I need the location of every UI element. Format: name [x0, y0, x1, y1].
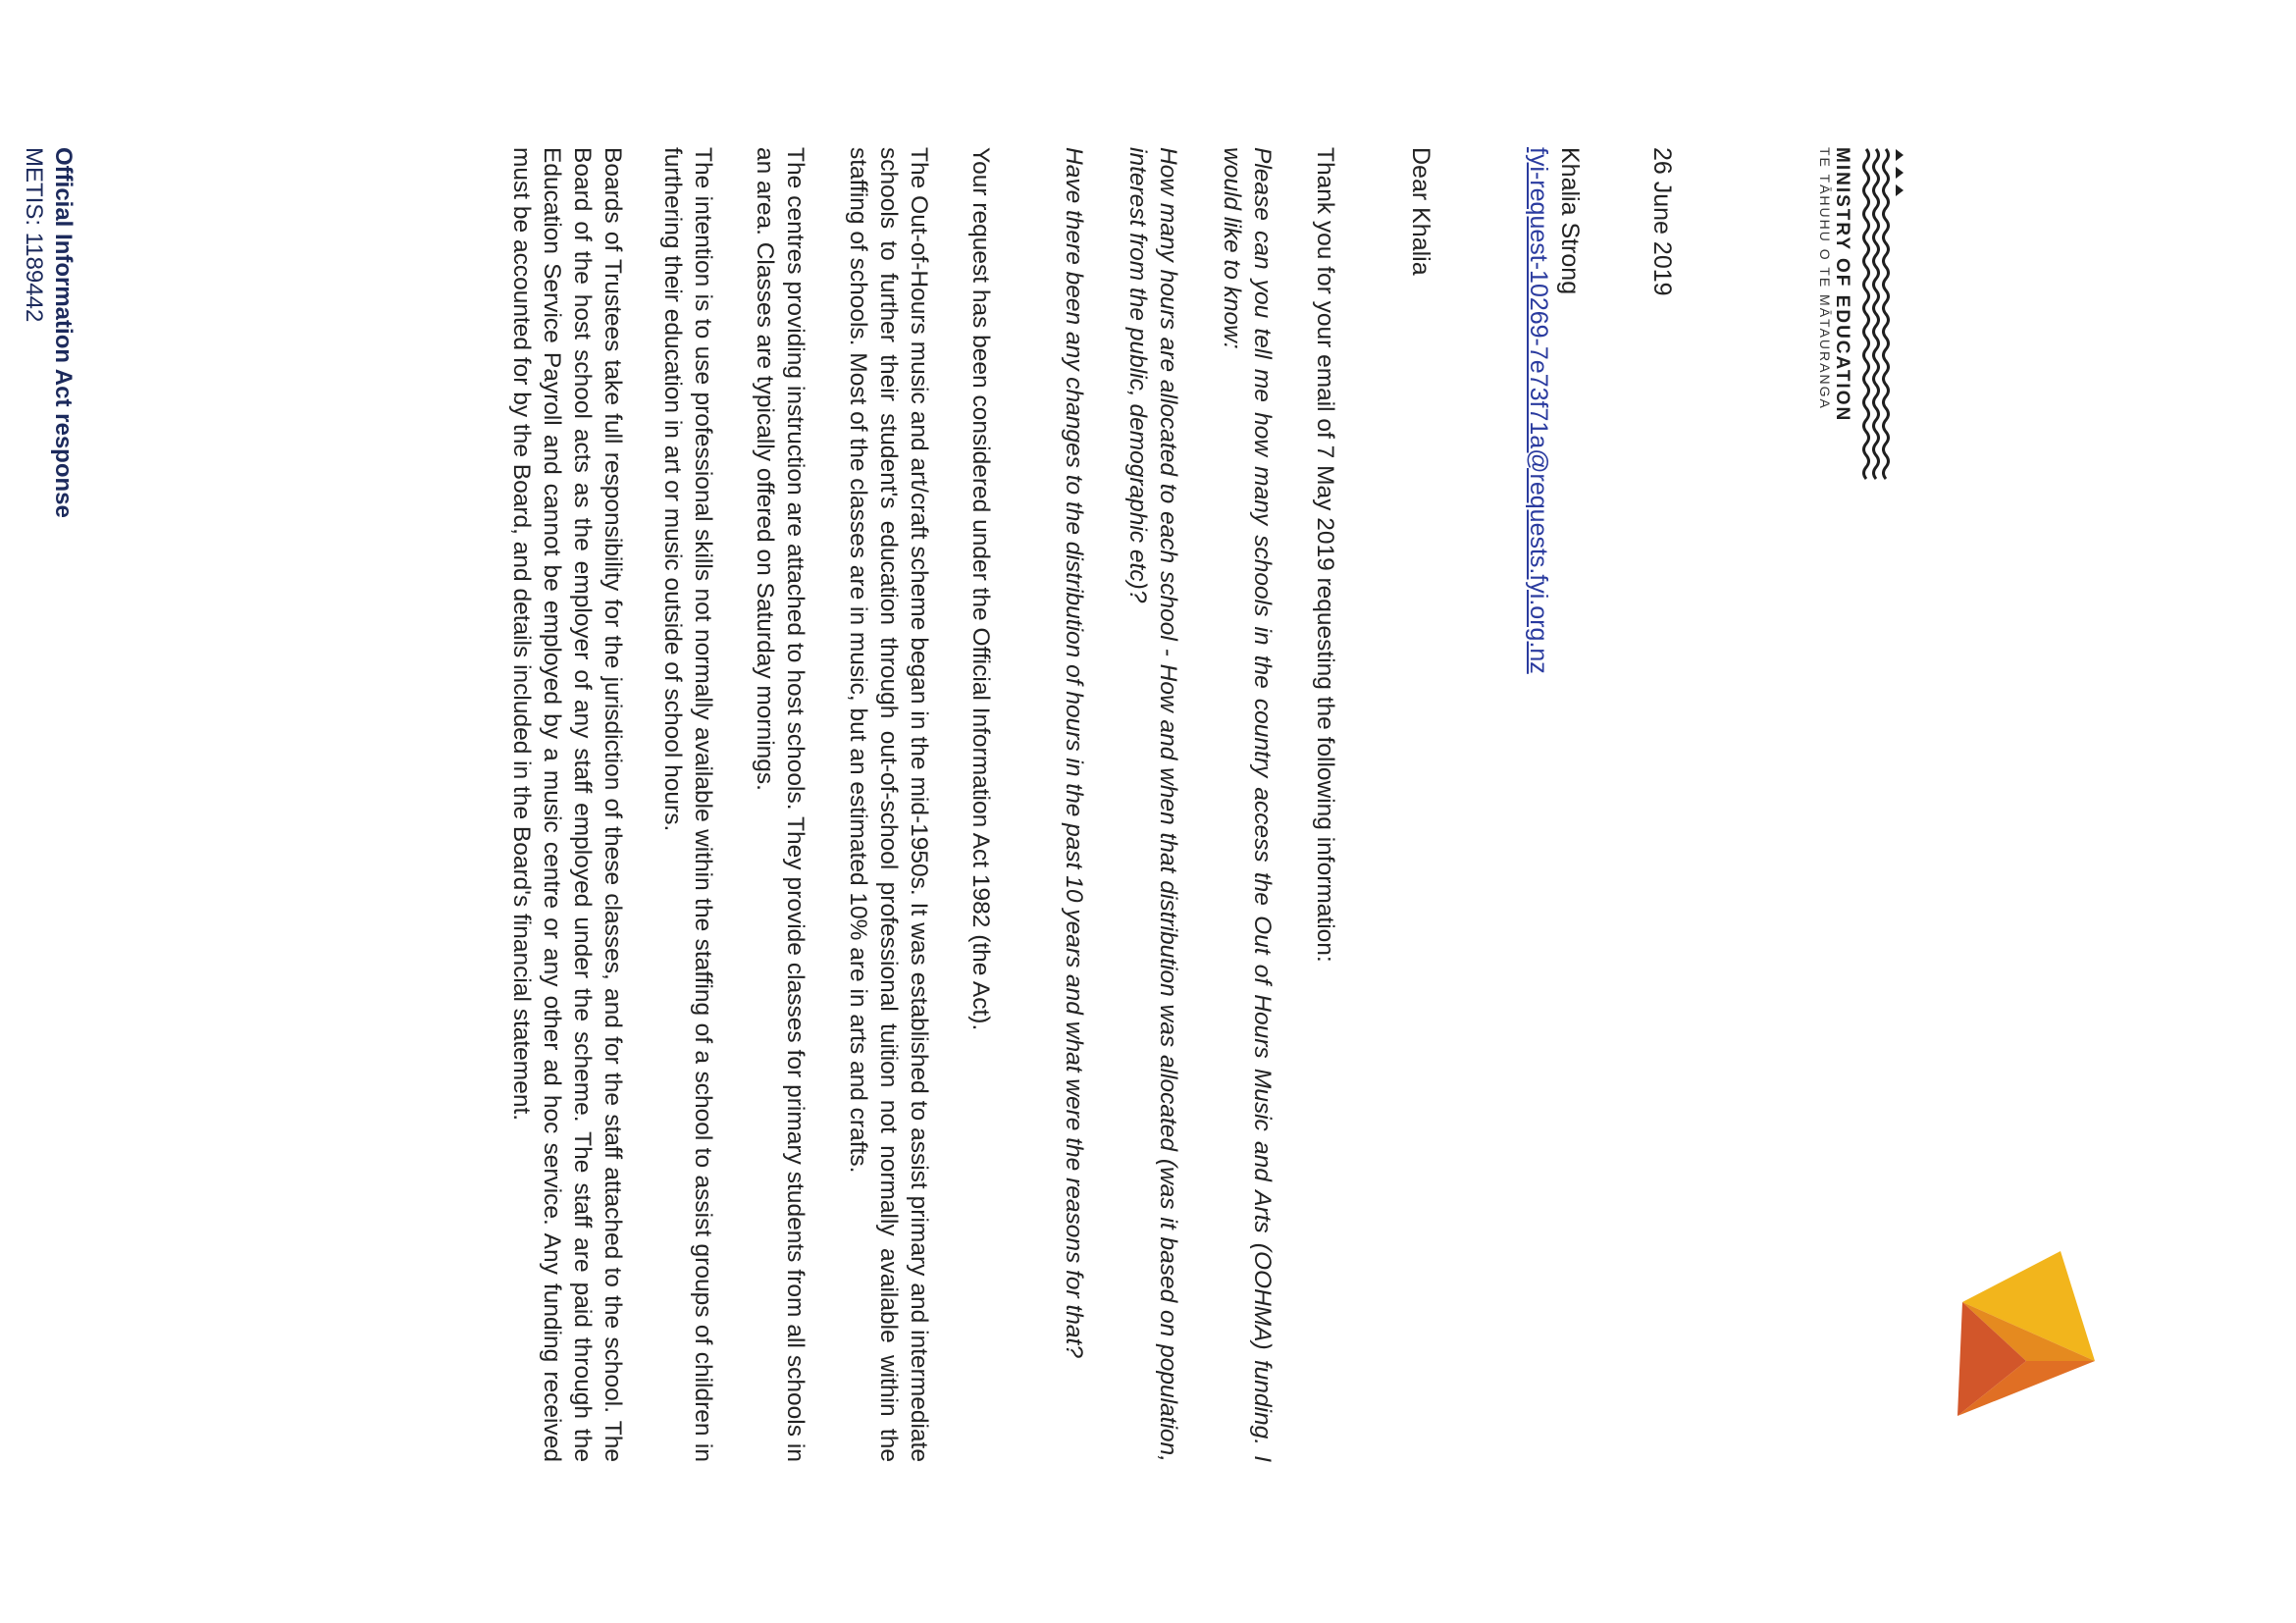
footer-metis-reference: METIS: 1189442	[21, 147, 47, 323]
logo-subtitle: TE TĀHUHU O TE MĀTAURANGA	[1817, 147, 1833, 410]
recipient-name: Khalia Strong	[1556, 147, 1584, 295]
intro-paragraph: Thank you for your email of 7 May 2019 requesting the following information:	[1312, 147, 1338, 963]
request-question-3: Have there been any changes to the distribution of hours in the past 10 years and what were the reasons for that?	[1061, 147, 1087, 1358]
letter-date: 26 June 2019	[1648, 147, 1676, 296]
brand-triangle-icon	[1957, 1251, 2095, 1418]
recipient-email-link[interactable]: fyi-request-10269-7e73f71a@requests.fyi.org.nz	[1525, 147, 1552, 674]
logo-title: MINISTRY OF EDUCATION	[1832, 147, 1852, 423]
body-paragraph-2: The centres providing instruction are attached to host schools. They provide classes for primary students from all schools in an area. Classes are typically offered on Saturday mornings.	[752, 147, 809, 1462]
body-paragraph-1: The Out-of-Hours music and art/craft scheme began in the mid-1950s. It was established to assist primary and intermediate schools to further their student's education through out-of-school professional tuition not normally available within the staffing of schools. Most of the classes are in music, but an estimated 10% are in arts and crafts.	[845, 147, 932, 1462]
salutation: Dear Khalia	[1407, 147, 1435, 276]
footer-title: Official Information Act response	[50, 147, 77, 518]
considered-statement: Your request has been considered under the Official Information Act 1982 (the Act).	[967, 147, 994, 1031]
request-question-1: Please can you tell me how many schools in the country access the Out of Hours Music and Arts (OOHMA) funding. I would like to know:	[1219, 147, 1276, 1462]
request-question-2: How many hours are allocated to each school - How and when that distribution was allocated (was it based on population, interest from the public, demographic etc)?	[1124, 147, 1181, 1462]
body-paragraph-4: Boards of Trustees take full responsibility for the jurisdiction of these classes, and for the staff attached to the school. The Board of the host school acts as the employer of any staff employed under the scheme. The staff are paid through the Education Service Payroll and cannot be employed by a music centre or any other ad hoc service. Any funding received must be accounted for by the Board, and details included in the Board's financial statement.	[508, 147, 626, 1462]
body-paragraph-3: The intention is to use professional skills not normally available within the staffing of a school to assist groups of children in furthering their education in art or music outside of school hours.	[659, 147, 716, 1462]
